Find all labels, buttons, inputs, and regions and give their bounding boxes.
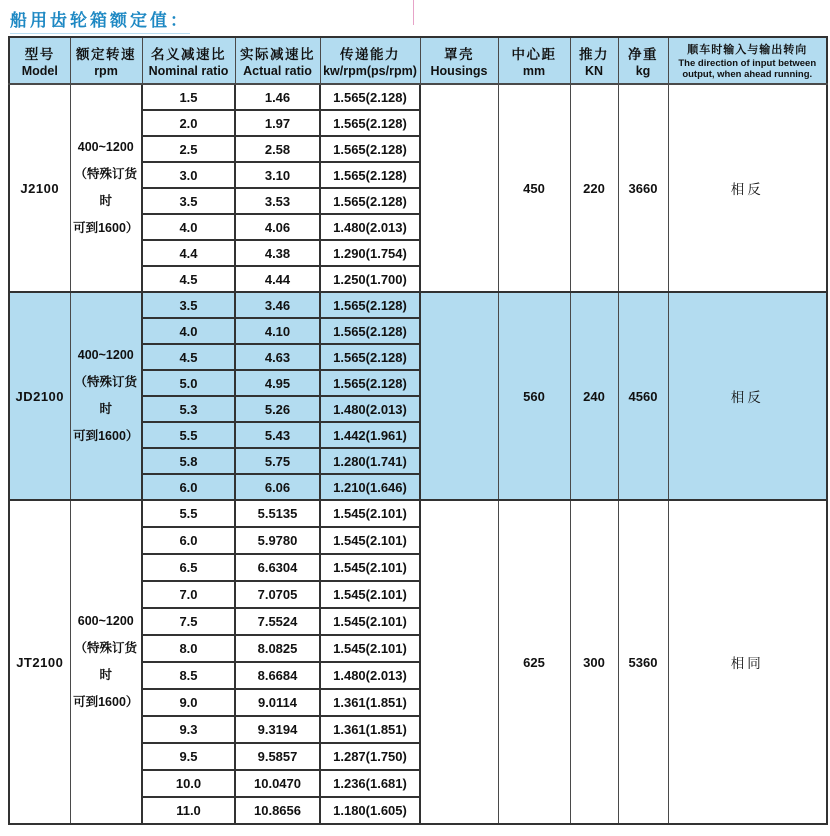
table-row — [9, 292, 827, 318]
col-header-housings — [420, 37, 498, 84]
header-zh: 传递能力 — [340, 47, 400, 62]
actual-ratio-cell: 4.44 — [235, 266, 320, 292]
rpm-line: （特殊订货时 — [74, 375, 137, 416]
actual-ratio-cell: 9.5857 — [235, 743, 320, 770]
header-en: Model — [21, 64, 58, 78]
nominal-ratio-cell: 6.0 — [142, 474, 235, 500]
actual-ratio-cell: 6.6304 — [235, 554, 320, 581]
actual-ratio-cell: 5.75 — [235, 448, 320, 474]
actual-ratio-cell: 4.06 — [235, 214, 320, 240]
actual-ratio-cell: 7.5524 — [235, 608, 320, 635]
nominal-ratio-cell: 4.5 — [142, 344, 235, 370]
actual-ratio-cell: 9.3194 — [235, 716, 320, 743]
header-en: Housings — [430, 64, 488, 78]
header-zh: 罩壳 — [444, 47, 474, 62]
weight-cell: 3660 — [618, 84, 668, 292]
actual-ratio-cell: 3.46 — [235, 292, 320, 318]
col-header-direction — [668, 37, 827, 84]
rpm-line: （特殊订货时 — [74, 167, 137, 208]
nominal-ratio-cell: 5.8 — [142, 448, 235, 474]
actual-ratio-cell: 9.0114 — [235, 689, 320, 716]
nominal-ratio-cell: 5.5 — [142, 422, 235, 448]
center-distance-cell: 450 — [498, 84, 570, 292]
actual-ratio-cell: 6.06 — [235, 474, 320, 500]
capacity-cell: 1.545(2.101) — [320, 581, 420, 608]
capacity-cell: 1.565(2.128) — [320, 318, 420, 344]
actual-ratio-cell: 5.5135 — [235, 500, 320, 527]
col-header-thrust — [570, 37, 618, 84]
nominal-ratio-cell: 7.0 — [142, 581, 235, 608]
weight-cell: 4560 — [618, 292, 668, 500]
rpm-line: 可到1600） — [73, 694, 139, 709]
capacity-cell: 1.565(2.128) — [320, 84, 420, 110]
housings-cell — [420, 84, 498, 292]
actual-ratio-cell: 5.26 — [235, 396, 320, 422]
capacity-cell: 1.545(2.101) — [320, 608, 420, 635]
header-zh: 顺车时输入与输出转向 — [687, 43, 808, 56]
capacity-cell: 1.565(2.128) — [320, 344, 420, 370]
capacity-cell: 1.565(2.128) — [320, 162, 420, 188]
header-en: rpm — [94, 64, 118, 78]
capacity-cell: 1.565(2.128) — [320, 370, 420, 396]
nominal-ratio-cell: 10.0 — [142, 770, 235, 797]
rpm-line: 可到1600） — [73, 428, 139, 443]
actual-ratio-cell: 4.38 — [235, 240, 320, 266]
capacity-cell: 1.442(1.961) — [320, 422, 420, 448]
nominal-ratio-cell: 3.5 — [142, 292, 235, 318]
capacity-cell: 1.565(2.128) — [320, 188, 420, 214]
capacity-cell: 1.210(1.646) — [320, 474, 420, 500]
actual-ratio-cell: 4.95 — [235, 370, 320, 396]
actual-ratio-cell: 1.97 — [235, 110, 320, 136]
nominal-ratio-cell: 4.0 — [142, 214, 235, 240]
rpm-line: 400~1200 — [77, 140, 134, 155]
actual-ratio-cell: 8.0825 — [235, 635, 320, 662]
nominal-ratio-cell: 9.0 — [142, 689, 235, 716]
actual-ratio-cell: 1.46 — [235, 84, 320, 110]
thrust-cell: 240 — [570, 292, 618, 500]
direction-cell: 相反 — [668, 84, 827, 292]
header-row — [9, 37, 827, 84]
nominal-ratio-cell: 2.0 — [142, 110, 235, 136]
header-en-line2: output, when ahead running. — [682, 69, 813, 80]
nominal-ratio-cell: 9.5 — [142, 743, 235, 770]
nominal-ratio-cell: 2.5 — [142, 136, 235, 162]
direction-cell: 相反 — [668, 292, 827, 500]
center-distance-cell: 560 — [498, 292, 570, 500]
nominal-ratio-cell: 1.5 — [142, 84, 235, 110]
model-cell: JT2100 — [9, 500, 70, 824]
capacity-cell: 1.361(1.851) — [320, 716, 420, 743]
capacity-cell: 1.480(2.013) — [320, 214, 420, 240]
col-header-net-weight — [618, 37, 668, 84]
nominal-ratio-cell: 6.5 — [142, 554, 235, 581]
capacity-cell: 1.480(2.013) — [320, 396, 420, 422]
actual-ratio-cell: 3.10 — [235, 162, 320, 188]
header-zh: 额定转速 — [76, 47, 136, 62]
capacity-cell: 1.287(1.750) — [320, 743, 420, 770]
capacity-cell: 1.545(2.101) — [320, 500, 420, 527]
actual-ratio-cell: 7.0705 — [235, 581, 320, 608]
nominal-ratio-cell: 5.0 — [142, 370, 235, 396]
nominal-ratio-cell: 7.5 — [142, 608, 235, 635]
header-en: mm — [522, 64, 546, 78]
header-en: KN — [584, 64, 604, 78]
rpm-cell — [70, 84, 142, 292]
rpm-cell — [70, 500, 142, 824]
header-en: kw/rpm(ps/rpm) — [323, 64, 417, 78]
nominal-ratio-cell: 4.4 — [142, 240, 235, 266]
table-header — [9, 37, 827, 84]
table-body — [9, 84, 827, 824]
header-zh: 名义减速比 — [151, 47, 226, 62]
header-zh: 中心距 — [511, 47, 557, 62]
col-header-rated-speed — [70, 37, 142, 84]
header-zh: 实际减速比 — [240, 47, 315, 62]
capacity-cell: 1.565(2.128) — [320, 110, 420, 136]
nominal-ratio-cell: 11.0 — [142, 797, 235, 824]
col-header-capacity — [320, 37, 420, 84]
nominal-ratio-cell: 4.0 — [142, 318, 235, 344]
actual-ratio-cell: 4.10 — [235, 318, 320, 344]
actual-ratio-cell: 5.9780 — [235, 527, 320, 554]
nominal-ratio-cell: 9.3 — [142, 716, 235, 743]
weight-cell: 5360 — [618, 500, 668, 824]
capacity-cell: 1.545(2.101) — [320, 527, 420, 554]
capacity-cell: 1.545(2.101) — [320, 635, 420, 662]
capacity-cell: 1.236(1.681) — [320, 770, 420, 797]
thrust-cell: 300 — [570, 500, 618, 824]
page-divider-artifact — [413, 0, 414, 25]
nominal-ratio-cell: 5.5 — [142, 500, 235, 527]
nominal-ratio-cell: 3.5 — [142, 188, 235, 214]
col-header-nominal-ratio — [142, 37, 235, 84]
header-zh: 型号 — [24, 47, 55, 62]
col-header-model — [9, 37, 70, 84]
col-header-actual-ratio — [235, 37, 320, 84]
capacity-cell: 1.250(1.700) — [320, 266, 420, 292]
actual-ratio-cell: 2.58 — [235, 136, 320, 162]
header-zh: 推力 — [579, 47, 609, 62]
actual-ratio-cell: 10.0470 — [235, 770, 320, 797]
actual-ratio-cell: 5.43 — [235, 422, 320, 448]
model-cell: JD2100 — [9, 292, 70, 500]
rpm-line: 400~1200 — [77, 348, 134, 363]
rpm-cell — [70, 292, 142, 500]
header-en: Nominal ratio — [148, 64, 229, 78]
actual-ratio-cell: 3.53 — [235, 188, 320, 214]
header-zh: 净重 — [628, 47, 658, 62]
capacity-cell: 1.180(1.605) — [320, 797, 420, 824]
nominal-ratio-cell: 5.3 — [142, 396, 235, 422]
rpm-line: 600~1200 — [77, 614, 134, 629]
capacity-cell: 1.565(2.128) — [320, 292, 420, 318]
model-cell: J2100 — [9, 84, 70, 292]
gearbox-ratings-table — [8, 36, 828, 825]
nominal-ratio-cell: 8.0 — [142, 635, 235, 662]
rpm-line: 可到1600） — [73, 220, 139, 235]
page-title: 船用齿轮箱额定值： — [10, 6, 190, 34]
center-distance-cell: 625 — [498, 500, 570, 824]
header-en: Actual ratio — [243, 64, 312, 78]
nominal-ratio-cell: 3.0 — [142, 162, 235, 188]
actual-ratio-cell: 10.8656 — [235, 797, 320, 824]
capacity-cell: 1.280(1.741) — [320, 448, 420, 474]
actual-ratio-cell: 4.63 — [235, 344, 320, 370]
capacity-cell: 1.290(1.754) — [320, 240, 420, 266]
direction-cell: 相同 — [668, 500, 827, 824]
table-row — [9, 500, 827, 527]
thrust-cell: 220 — [570, 84, 618, 292]
housings-cell — [420, 292, 498, 500]
nominal-ratio-cell: 6.0 — [142, 527, 235, 554]
capacity-cell: 1.361(1.851) — [320, 689, 420, 716]
capacity-cell: 1.480(2.013) — [320, 662, 420, 689]
actual-ratio-cell: 8.6684 — [235, 662, 320, 689]
capacity-cell: 1.565(2.128) — [320, 136, 420, 162]
table-row — [9, 84, 827, 110]
nominal-ratio-cell: 8.5 — [142, 662, 235, 689]
housings-cell — [420, 500, 498, 824]
header-en-line1: The direction of input between — [678, 57, 817, 69]
capacity-cell: 1.545(2.101) — [320, 554, 420, 581]
col-header-center-distance — [498, 37, 570, 84]
rpm-line: （特殊订货时 — [74, 641, 137, 682]
header-en: kg — [635, 64, 651, 78]
nominal-ratio-cell: 4.5 — [142, 266, 235, 292]
